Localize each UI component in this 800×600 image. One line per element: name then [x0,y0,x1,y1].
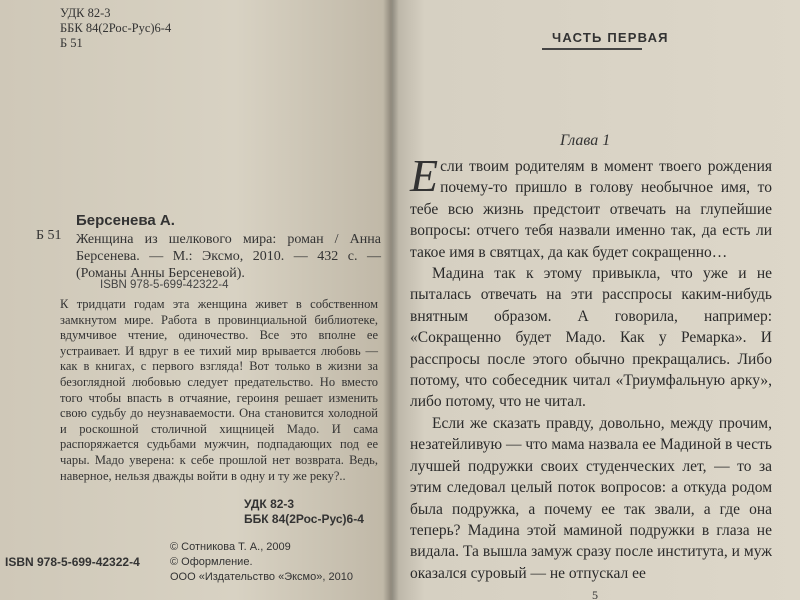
udk-bottom-block [244,497,364,527]
bbk-bottom-line: ББК 84(2Рос-Рус)6-4 [244,512,364,526]
drop-cap: Е [410,150,439,201]
chapter-body [410,150,772,584]
bibliographic-description: Женщина из шелкового мира: роман / Анна Берсенева. — М.: Эксмо, 2010. — 432 с. — (Романы Анны Берсеневой). [76,232,381,281]
page-number: 5 [592,588,598,600]
b51-code: Б 51 [36,228,62,243]
left-page [0,0,392,600]
right-page [392,0,800,600]
show-through-text [85,35,205,205]
header-rule [542,48,642,50]
chapter-title: Глава 1 [560,132,611,149]
isbn-small: ISBN 978-5-699-42322-4 [100,279,229,291]
udk-line: УДК 82-3 [60,6,111,20]
paragraph: Если же сказать правду, довольно, между прочим, незатейливую — что мама назвала ее Мадиной в честь лучшей подружки своих студенческих лет, — то за этим следовал целый поток вопросов: а откуда родом была подружка, а почему ее так звали, а где она теперь? Мадина этой маминой подружки в глаза не видала. Та вышла замуж сразу после института, и муж оказался суровый — не отпускал ее [410,414,772,582]
copyright-author: © Сотникова Т. А., 2009 [170,541,291,553]
b51-code-line: Б 51 [60,36,83,50]
copyright-publisher: ООО «Издательство «Эксмо», 2010 [170,571,353,583]
paragraph: Мадина так к этому привыкла, что уже и не пыталась отвечать на эти расспросы каким-нибудь внятным образом. А говорила, например: «Сокращенно будет Мадо. Как у Ремарка». И расспросы после этого обычно прекращались. Либо потому, что собеседник читал «Триумфальную арку», либо потому, что не читал. [410,265,772,411]
part-header: ЧАСТЬ ПЕРВАЯ [552,30,669,45]
author-name: Берсенева А. [76,212,175,229]
book-gutter [383,0,399,600]
annotation-text: К тридцати годам эта женщина живет в собственном замкнутом мире. Работа в провинциальной библиотеке, вдумчивое чтение, одиночество. Все это вполне ее устраивает. И вдруг в ее тихий мир врывается любовь — как в книгах, с первого взгляда! Вот только в жизни за безоглядной любовью следует предательство. Но вместо того чтобы впасть в отчаяние, героиня решает изменить свою судьбу до неузнаваемости. Она становится холодной и роскошной столичной хищницей Мадо. И сама распоряжается судьбами мужчин, подпадающих под ее чары. Мадо уверена: к себе прошлой нет возврата. Ведь, наверное, нельзя дважды войти в одну и ту же реку?.. [60,297,378,483]
bbk-line: ББК 84(2Рос-Рус)6-4 [60,21,172,35]
copyright-block [170,540,353,585]
copyright-design: © Оформление. [170,556,253,568]
paragraph [410,150,772,263]
isbn-bottom: ISBN 978-5-699-42322-4 [5,555,140,569]
udk-bottom-line: УДК 82-3 [244,497,295,511]
paragraph-text: сли твоим родителям в момент твоего рождения почему-то пришло в голову необычное имя, то тебе всю жизнь предстоит отвечать на глупейшие вопросы: отчего тебя назвали именно так, да есть ли такое имя в святцах, да как будет сокращенно… [410,158,772,261]
